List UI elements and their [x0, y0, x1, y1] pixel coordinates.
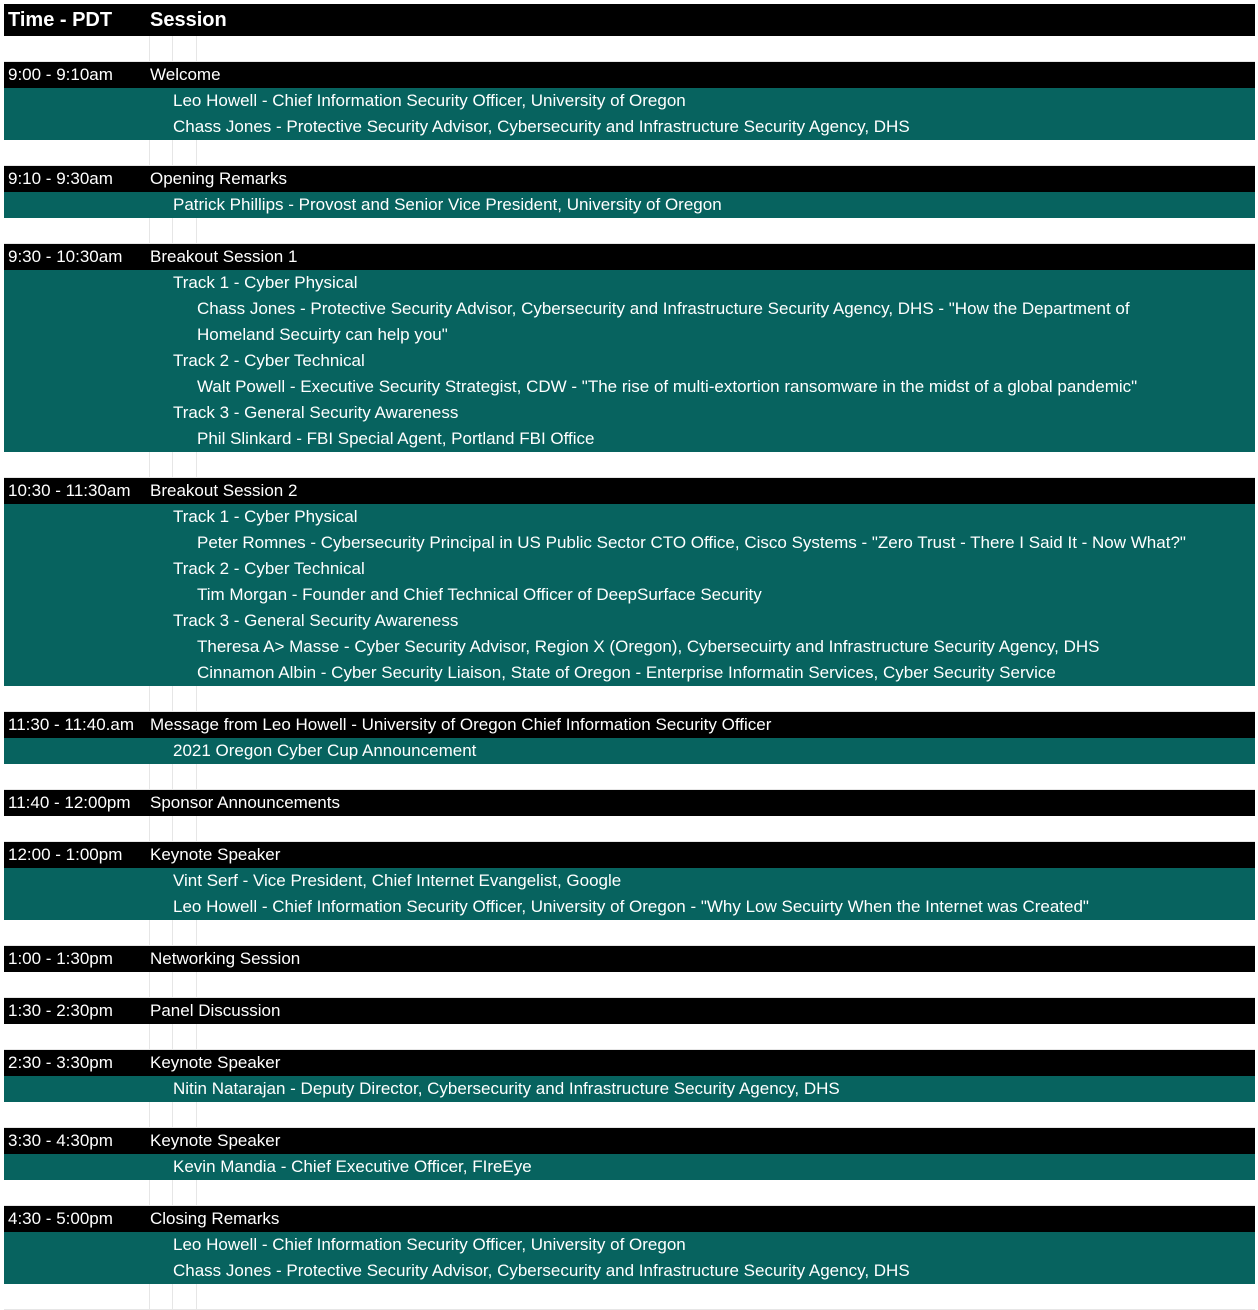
- session-title: Keynote Speaker: [150, 845, 281, 864]
- blank-row: [4, 36, 1255, 62]
- session-time: 11:30 - 11:40.am: [8, 715, 135, 734]
- session-time: 1:00 - 1:30pm: [8, 949, 113, 968]
- session-time: 10:30 - 11:30am: [8, 481, 131, 500]
- speaker-line: Cinnamon Albin - Cyber Security Liaison, State of Oregon - Enterprise Informatin Services, Cyber Security Service: [197, 663, 1056, 682]
- detail-line: Leo Howell - Chief Information Security Officer, University of Oregon: [173, 1235, 686, 1254]
- blank-row: [4, 816, 1255, 842]
- blank-row: [4, 686, 1255, 712]
- session-rows: [4, 36, 1255, 1310]
- detail-line: Track 1 - Cyber Physical: [173, 507, 358, 526]
- speaker-line: Homeland Secuirty can help you": [197, 325, 448, 344]
- session-title: Sponsor Announcements: [150, 793, 340, 812]
- speaker-line: Phil Slinkard - FBI Special Agent, Portland FBI Office: [197, 429, 595, 448]
- blank-row: [4, 920, 1255, 946]
- session-title: Panel Discussion: [150, 1001, 281, 1020]
- session-title: Message from Leo Howell - University of Oregon Chief Information Security Officer: [150, 715, 772, 734]
- header-row: [4, 4, 1255, 36]
- detail-line: Track 3 - General Security Awareness: [173, 611, 459, 630]
- session-detail-row: [4, 348, 1255, 374]
- session-title: Breakout Session 2: [150, 481, 298, 500]
- detail-line: Track 3 - General Security Awareness: [173, 403, 459, 422]
- session-header-row: [4, 62, 1255, 88]
- blank-row: [4, 1180, 1255, 1206]
- blank-row: [4, 1284, 1255, 1310]
- detail-line: 2021 Oregon Cyber Cup Announcement: [173, 741, 477, 760]
- session-title: Welcome: [150, 65, 221, 84]
- session-header-row: [4, 946, 1255, 972]
- detail-line: Chass Jones - Protective Security Advisor, Cybersecurity and Infrastructure Security Agency, DHS: [173, 117, 910, 136]
- session-header-row: [4, 790, 1255, 816]
- session-detail-row: [4, 504, 1255, 530]
- speaker-line: Theresa A> Masse - Cyber Security Advisor, Region X (Oregon), Cybersecuirty and Infrastructure Security Agency, DHS: [197, 637, 1100, 656]
- session-time: 1:30 - 2:30pm: [8, 1001, 113, 1020]
- session-header-row: [4, 842, 1255, 868]
- session-detail-row: [4, 374, 1255, 400]
- session-detail-row: [4, 894, 1255, 920]
- session-detail-row: [4, 660, 1255, 686]
- session-detail-row: [4, 88, 1255, 114]
- blank-row: [4, 972, 1255, 998]
- detail-line: Leo Howell - Chief Information Security Officer, University of Oregon: [173, 91, 686, 110]
- session-detail-row: [4, 1258, 1255, 1284]
- detail-line: Vint Serf - Vice President, Chief Internet Evangelist, Google: [173, 871, 622, 890]
- session-time: 2:30 - 3:30pm: [8, 1053, 113, 1072]
- session-detail-row: [4, 296, 1255, 322]
- session-detail-row: [4, 400, 1255, 426]
- session-title: Closing Remarks: [150, 1209, 280, 1228]
- detail-line: Track 2 - Cyber Technical: [173, 559, 365, 578]
- session-title: Breakout Session 1: [150, 247, 298, 266]
- header-session: Session: [150, 9, 227, 31]
- schedule-table: [4, 4, 1255, 1310]
- speaker-line: Walt Powell - Executive Security Strategist, CDW - "The rise of multi-extortion ransomware in the midst of a global pandemic": [197, 377, 1138, 396]
- blank-row: [4, 1024, 1255, 1050]
- detail-line: Track 2 - Cyber Technical: [173, 351, 365, 370]
- session-time: 9:00 - 9:10am: [8, 65, 113, 84]
- speaker-line: Chass Jones - Protective Security Advisor, Cybersecurity and Infrastructure Security Agency, DHS - "How the Department of: [197, 299, 1130, 318]
- session-header-row: [4, 1206, 1255, 1232]
- session-detail-row: [4, 556, 1255, 582]
- session-detail-row: [4, 868, 1255, 894]
- blank-row: [4, 1102, 1255, 1128]
- session-header-row: [4, 1050, 1255, 1076]
- session-detail-row: [4, 114, 1255, 140]
- session-title: Networking Session: [150, 949, 301, 968]
- blank-row: [4, 140, 1255, 166]
- blank-row: [4, 764, 1255, 790]
- detail-line: Chass Jones - Protective Security Advisor, Cybersecurity and Infrastructure Security Agency, DHS: [173, 1261, 910, 1280]
- session-detail-row: [4, 270, 1255, 296]
- blank-row: [4, 218, 1255, 244]
- session-detail-row: [4, 634, 1255, 660]
- session-time: 12:00 - 1:00pm: [8, 845, 123, 864]
- session-detail-row: [4, 608, 1255, 634]
- speaker-line: Tim Morgan - Founder and Chief Technical Officer of DeepSurface Security: [197, 585, 762, 604]
- session-detail-row: [4, 530, 1255, 556]
- session-detail-row: [4, 1154, 1255, 1180]
- session-header-row: [4, 712, 1255, 738]
- session-header-row: [4, 1128, 1255, 1154]
- session-header-row: [4, 166, 1255, 192]
- session-time: 9:30 - 10:30am: [8, 247, 123, 266]
- session-detail-row: [4, 1076, 1255, 1102]
- session-detail-row: [4, 582, 1255, 608]
- session-time: 3:30 - 4:30pm: [8, 1131, 113, 1150]
- session-title: Keynote Speaker: [150, 1131, 281, 1150]
- session-title: Opening Remarks: [150, 169, 288, 188]
- detail-line: Kevin Mandia - Chief Executive Officer, FIreEye: [173, 1157, 532, 1176]
- session-detail-row: [4, 322, 1255, 348]
- blank-row: [4, 452, 1255, 478]
- session-time: 11:40 - 12:00pm: [8, 793, 131, 812]
- session-time: 4:30 - 5:00pm: [8, 1209, 113, 1228]
- session-header-row: [4, 998, 1255, 1024]
- session-detail-row: [4, 426, 1255, 452]
- speaker-line: Peter Romnes - Cybersecurity Principal in US Public Sector CTO Office, Cisco Systems - "Zero Trust - There I Said It - Now What?": [197, 533, 1186, 552]
- session-header-row: [4, 244, 1255, 270]
- detail-line: Nitin Natarajan - Deputy Director, Cybersecurity and Infrastructure Security Agency, DHS: [173, 1079, 840, 1098]
- session-title: Keynote Speaker: [150, 1053, 281, 1072]
- session-time: 9:10 - 9:30am: [8, 169, 113, 188]
- session-detail-row: [4, 1232, 1255, 1258]
- header-time: Time - PDT: [8, 9, 113, 31]
- session-header-row: [4, 478, 1255, 504]
- detail-line: Leo Howell - Chief Information Security Officer, University of Oregon - "Why Low Secuirty When the Internet was Created": [173, 897, 1089, 916]
- detail-line: Track 1 - Cyber Physical: [173, 273, 358, 292]
- session-detail-row: [4, 738, 1255, 764]
- session-detail-row: [4, 192, 1255, 218]
- detail-line: Patrick Phillips - Provost and Senior Vice President, University of Oregon: [173, 195, 722, 214]
